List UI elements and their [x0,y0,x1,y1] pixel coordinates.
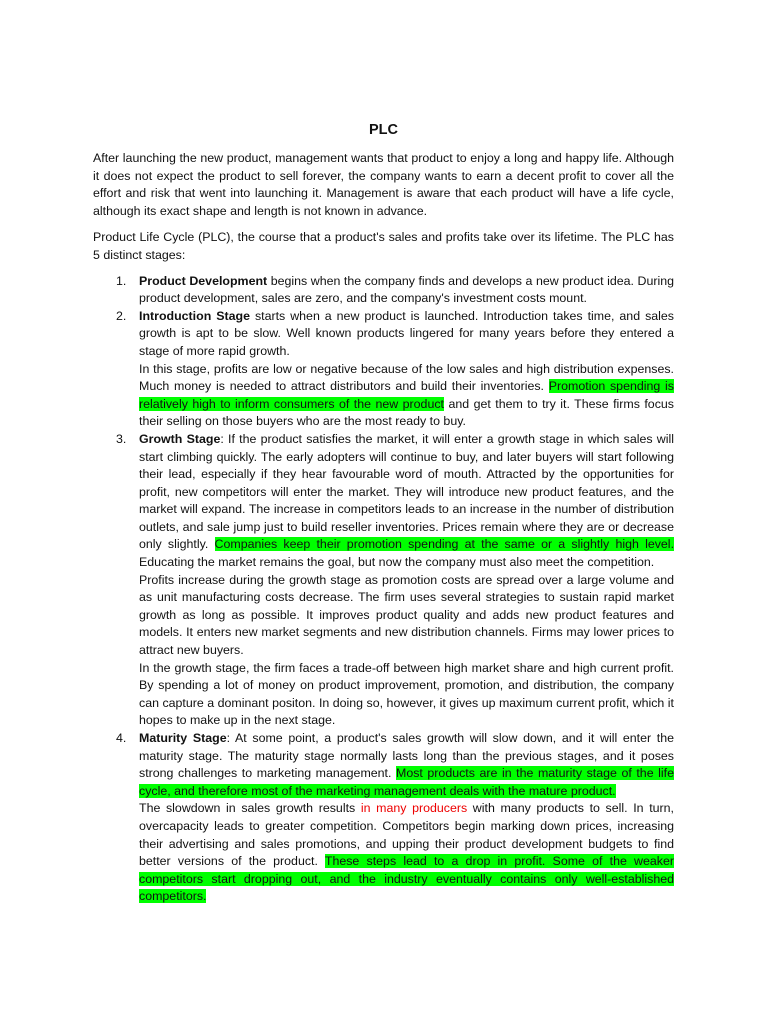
stage-subparagraph [139,800,674,906]
list-item-stage-4 [93,730,674,906]
list-number: 1. [116,273,127,288]
highlighted-text: Most products are in the maturity stage of the life cycle, and therefore most of the marketing management deals with the mature product. [139,766,674,798]
stage-name: Product Development [139,273,268,288]
stage-subparagraph: In the growth stage, the firm faces a trade-off between high market share and high current profit. By spending a lot of money on product improvement, promotion, and distribution, the company can capture a dominant positon. In doing so, however, it gives up maximum current profit, which it hopes to make up in the next stage. [139,660,674,728]
stage-text: and get them to try it. These firms focus their selling on those buyers who are the most ready to buy. [139,396,674,429]
document-title: PLC [369,122,398,138]
stage-text: starts when a new product is launched. Introduction takes time, and sales growth is apt to be slow. Well known products lingered for many years before they entered a stage of more rapid growth. [139,308,674,358]
stage-text: : At some point, a product's sales growth will slow down, and it will enter the maturity stage. The maturity stage normally lasts long than the previous stages, and it poses strong challenges to marketing management. [139,731,674,781]
list-number: 2. [116,308,127,323]
stage-text: begins when the company finds and develops a new product idea. During product development, sales are zero, and the company's investment costs mount. [139,273,674,306]
stage-text: Educating the market remains the goal, but now the company must also meet the competition. [139,555,655,570]
stage-name: Growth Stage [139,431,221,446]
stage-subparagraph: Profits increase during the growth stage as promotion costs are spread over a large volume and as unit manufacturing costs decrease. The firm uses several strategies to sustain rapid market growth as long as possible. It improves product quality and adds new product features and models. It enters new market segments and new distribution channels. Firms may lower prices to attract new buyers. [139,572,674,658]
intro-paragraph-2: Product Life Cycle (PLC), the course that a product's sales and profits take over its lifetime. The PLC has 5 distinct stages: [93,230,674,262]
stages-list [93,273,674,906]
stage-text: The slowdown in sales growth results [139,801,361,816]
document-page [93,120,674,906]
stage-text: : If the product satisfies the market, it will enter a growth stage in which sales will start climbing quickly. The early adopters will continue to buy, and later buyers will start following their lead, especially if they hear favourable word of mouth. Attracted by the opportunities for profit, new competitors will enter the market. They will introduce new product features, and the market will expand. The increase in competitors leads to an increase in the number of distribution outlets, and sale jump just to build reseller inventories. Prices remain where they are or decrease only slightly. [139,431,675,552]
list-number: 3. [116,431,127,446]
stage-name: Maturity Stage [139,731,227,745]
list-item-stage-3 [93,431,674,730]
stage-text: with many products to sell. In turn, overcapacity leads to greater competition. Competitors begin marking down prices, increasing their advertising and sales promotions, and upping their product development budgets to find better versions of the product. [139,801,674,869]
list-item-stage-2 [93,308,674,431]
stage-name: Introduction Stage [139,308,250,323]
highlighted-text: Promotion spending is relatively high to inform consumers of the new product [139,379,674,411]
intro-paragraph-1: After launching the new product, management wants that product to enjoy a long and happy life. Although it does not expect the product to sell forever, the company wants to earn a decent profit to cover all the effort and risk that went into launching it. Management is aware that each product will have a life cycle, although its exact shape and length is not known in advance. [93,151,674,218]
highlighted-text: These steps lead to a drop in profit. Some of the weaker competitors start dropping out, and the industry eventually contains only well-established competitors. [139,854,675,904]
list-item-stage-1 [93,273,674,308]
red-text: in many producers [360,801,468,816]
stage-text: In this stage, profits are low or negative because of the low sales and high distribution expenses. Much money is needed to attract distributors and build their inventories. [139,361,674,394]
highlighted-text: Companies keep their promotion spending at the same or a slightly high level. [214,537,675,552]
stage-subparagraph [139,361,674,431]
list-number: 4. [116,731,127,745]
